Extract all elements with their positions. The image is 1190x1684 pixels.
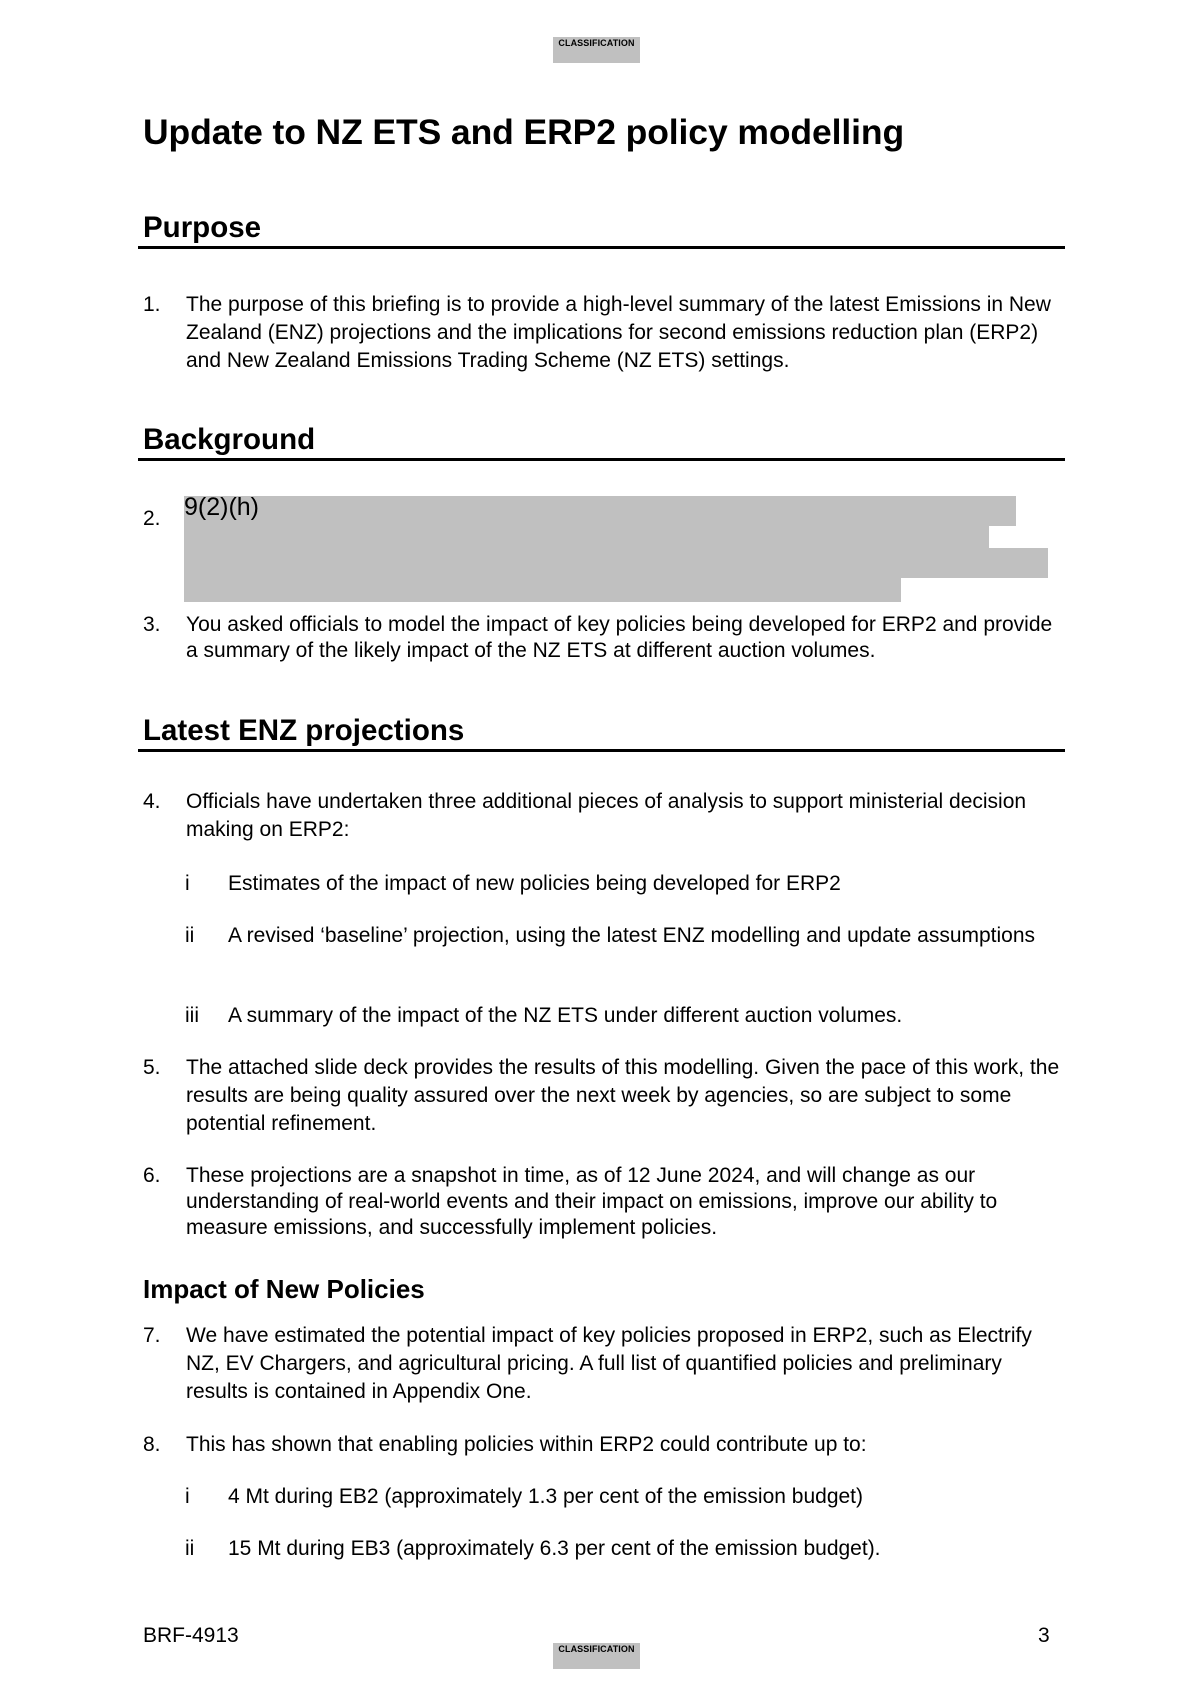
list-item-number: ii xyxy=(185,924,195,947)
paragraph-number: 2. xyxy=(143,507,161,530)
paragraph-3 xyxy=(143,612,1063,664)
paragraph-8 xyxy=(143,1431,1063,1459)
section-heading-purpose: Purpose xyxy=(138,210,1065,249)
paragraph-1 xyxy=(143,291,1063,375)
list-item xyxy=(185,1483,1045,1511)
paragraph-5 xyxy=(143,1054,1063,1138)
paragraph-text: The attached slide deck provides the results of this modelling. Given the pace of this work, the results are being quality assured over the next week by agencies, so are subject to some potential refinement. xyxy=(186,1056,1060,1135)
classification-marking-top: CLASSIFICATION xyxy=(553,37,640,63)
paragraph-text: Officials have undertaken three additional pieces of analysis to support ministerial decision making on ERP2: xyxy=(186,790,1027,841)
paragraph-number: 1. xyxy=(143,293,161,316)
list-item-text: A revised ‘baseline’ projection, using the latest ENZ modelling and update assumptions xyxy=(228,924,1036,947)
list-item-text: Estimates of the impact of new policies being developed for ERP2 xyxy=(228,872,841,895)
list-item-text: A summary of the impact of the NZ ETS under different auction volumes. xyxy=(228,1004,903,1027)
list-item-text: 4 Mt during EB2 (approximately 1.3 per cent of the emission budget) xyxy=(228,1485,864,1508)
redaction-block xyxy=(184,548,1048,578)
paragraph-7 xyxy=(143,1322,1063,1406)
paragraph-number: 4. xyxy=(143,790,161,813)
list-item-number: i xyxy=(185,872,190,895)
redaction-block xyxy=(184,496,1016,526)
paragraph-6 xyxy=(143,1163,1063,1241)
paragraph-number: 8. xyxy=(143,1433,161,1456)
paragraph-number: 7. xyxy=(143,1324,161,1347)
page-number: 3 xyxy=(1038,1624,1050,1647)
redaction-code: 9(2)(h) xyxy=(184,493,260,521)
section-heading-latest-enz-projections: Latest ENZ projections xyxy=(138,713,1065,752)
list-item xyxy=(185,1535,1045,1563)
paragraph-text: You asked officials to model the impact of key policies being developed for ERP2 and provide a summary of the likely impact of the NZ ETS at different auction volumes. xyxy=(186,613,1053,662)
paragraph-text: These projections are a snapshot in time, as of 12 June 2024, and will change as our understanding of real-world events and their impact on emissions, improve our ability to measure emissions, and successfully implement policies. xyxy=(186,1164,998,1239)
subsection-heading-impact-of-new-policies: Impact of New Policies xyxy=(143,1274,425,1304)
paragraph-number: 5. xyxy=(143,1056,161,1079)
redaction-block xyxy=(184,526,989,548)
document-title: Update to NZ ETS and ERP2 policy modelling xyxy=(143,112,905,152)
paragraph-text: We have estimated the potential impact of key policies proposed in ERP2, such as Electrify NZ, EV Chargers, and agricultural pricing. A full list of quantified policies and preliminary results is contained in Appendix One. xyxy=(186,1324,1032,1403)
list-item xyxy=(185,922,1045,950)
section-heading-background: Background xyxy=(138,422,1065,461)
paragraph-text: The purpose of this briefing is to provide a high-level summary of the latest Emissions in New Zealand (ENZ) projections and the implications for second emissions reduction plan (ERP2) and New Zealand Emissions Trading Scheme (NZ ETS) settings. xyxy=(186,293,1051,372)
redaction-block xyxy=(184,578,901,602)
list-item-number: i xyxy=(185,1485,190,1508)
paragraph-text: This has shown that enabling policies within ERP2 could contribute up to: xyxy=(186,1433,867,1456)
footer-reference: BRF-4913 xyxy=(143,1624,239,1647)
paragraph-number: 6. xyxy=(143,1164,161,1187)
paragraph-4 xyxy=(143,788,1063,844)
list-item xyxy=(185,1002,1045,1030)
list-item-number: iii xyxy=(185,1004,199,1027)
classification-marking-bottom: CLASSIFICATION xyxy=(553,1643,640,1669)
list-item-text: 15 Mt during EB3 (approximately 6.3 per cent of the emission budget). xyxy=(228,1537,881,1560)
list-item xyxy=(185,870,1045,898)
list-item-number: ii xyxy=(185,1537,195,1560)
paragraph-number: 3. xyxy=(143,613,161,636)
